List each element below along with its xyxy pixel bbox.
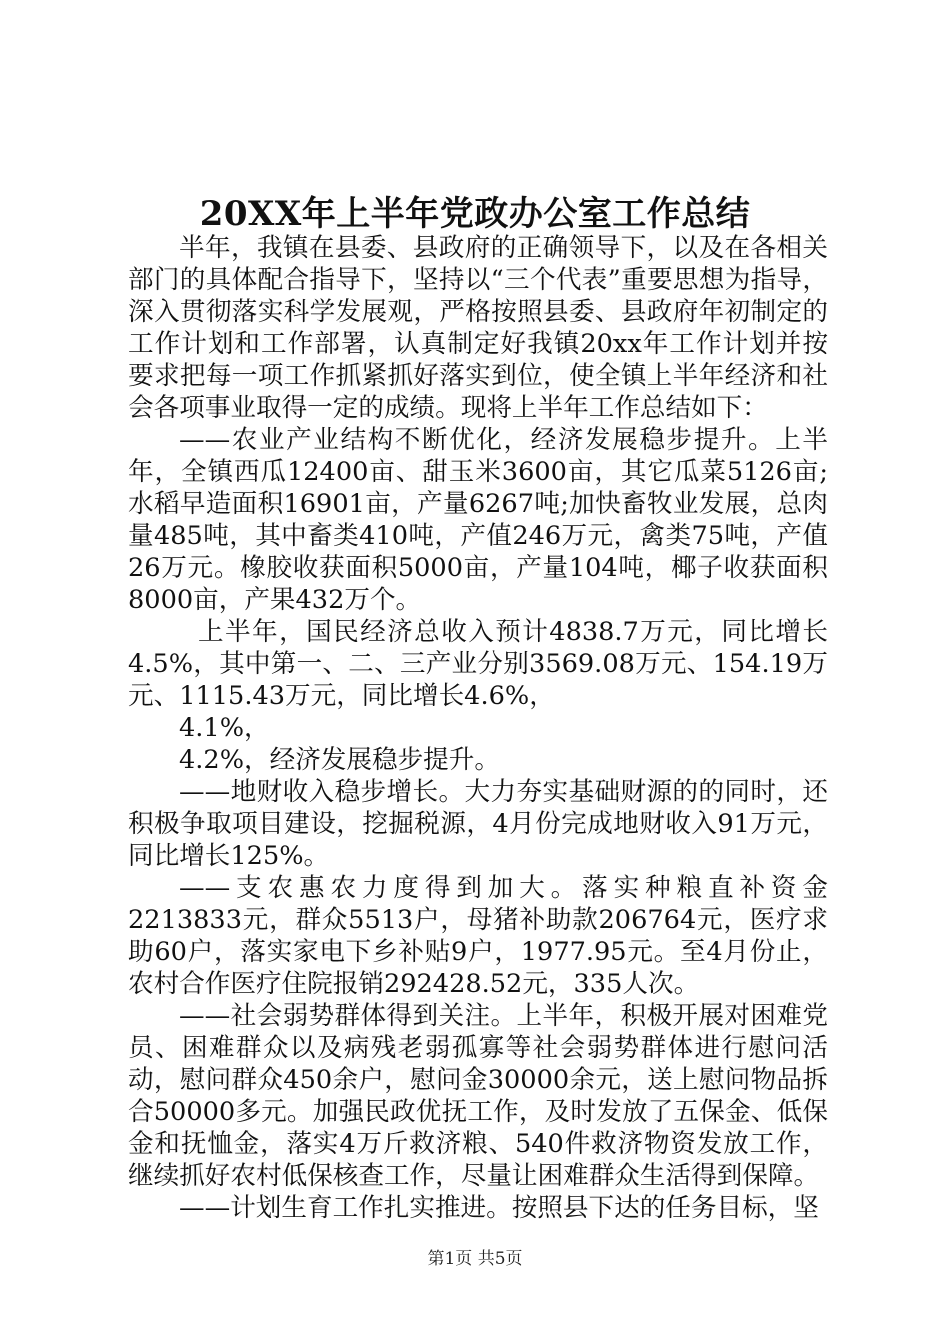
paragraph-agriculture: ——农业产业结构不断优化，经济发展稳步提升。上半年，全镇西瓜12400亩、甜玉米3600亩，其它瓜菜5126亩;水稻早造面积16901亩，产量6267吨;加快畜牧业发展，总肉量485吨，其中畜类410吨，产值246万元，禽类75吨，产值26万元。橡胶收获面积5000亩，产量104吨，椰子收获面积8000亩，产果432万个。 <box>128 425 828 615</box>
paragraph-welfare: ——社会弱势群体得到关注。上半年，积极开展对困难党员、困难群众以及病残老弱孤寡等社会弱势群体进行慰问活动，慰问群众450余户，慰问金30000余元，送上慰问物品拆合50000多元。加强民政优抚工作，及时发放了五保金、低保金和抚恤金，落实4万斤救济粮、540件救济物资发放工作，继续抓好农村低保核查工作，尽量让困难群众生活得到保障。 <box>128 1001 828 1191</box>
paragraph-family-planning: ——计划生育工作扎实推进。按照县下达的任务目标，坚 <box>179 1193 819 1223</box>
paragraph-growth-1: 4.1%， <box>179 713 270 743</box>
paragraph-subsidy: ——支农惠农力度得到加大。落实种粮直补资金2213833元，群众5513户，母猪补助款206764元，医疗求助60户，落实家电下乡补贴9户，1977.95元。至4月份止，农村合作医疗住院报销292428.52元，335人次。 <box>128 873 828 999</box>
paragraph-economy: 上半年，国民经济总收入预计4838.7万元，同比增长4.5%，其中第一、二、三产业分别3569.08万元、154.19万元、1115.43万元，同比增长4.6%， <box>128 617 828 711</box>
document-body <box>128 232 828 1224</box>
page-footer: 第1页 共5页 <box>427 1249 523 1269</box>
paragraph-fiscal: ——地财收入稳步增长。大力夯实基础财源的的同时，还积极争取项目建设，挖掘税源，4月份完成地财收入91万元，同比增长125%。 <box>128 777 828 871</box>
paragraph-growth-2: 4.2%，经济发展稳步提升。 <box>179 745 500 775</box>
document-title: 20XX年上半年党政办公室工作总结 <box>199 194 751 234</box>
paragraph-intro: 半年，我镇在县委、县政府的正确领导下，以及在各相关部门的具体配合指导下，坚持以“三个代表”重要思想为指导，深入贯彻落实科学发展观，严格按照县委、县政府年初制定的工作计划和工作部署，认真制定好我镇20xx年工作计划并按要求把每一项工作抓紧抓好落实到位，使全镇上半年经济和社会各项事业取得一定的成绩。现将上半年工作总结如下： <box>128 233 828 423</box>
